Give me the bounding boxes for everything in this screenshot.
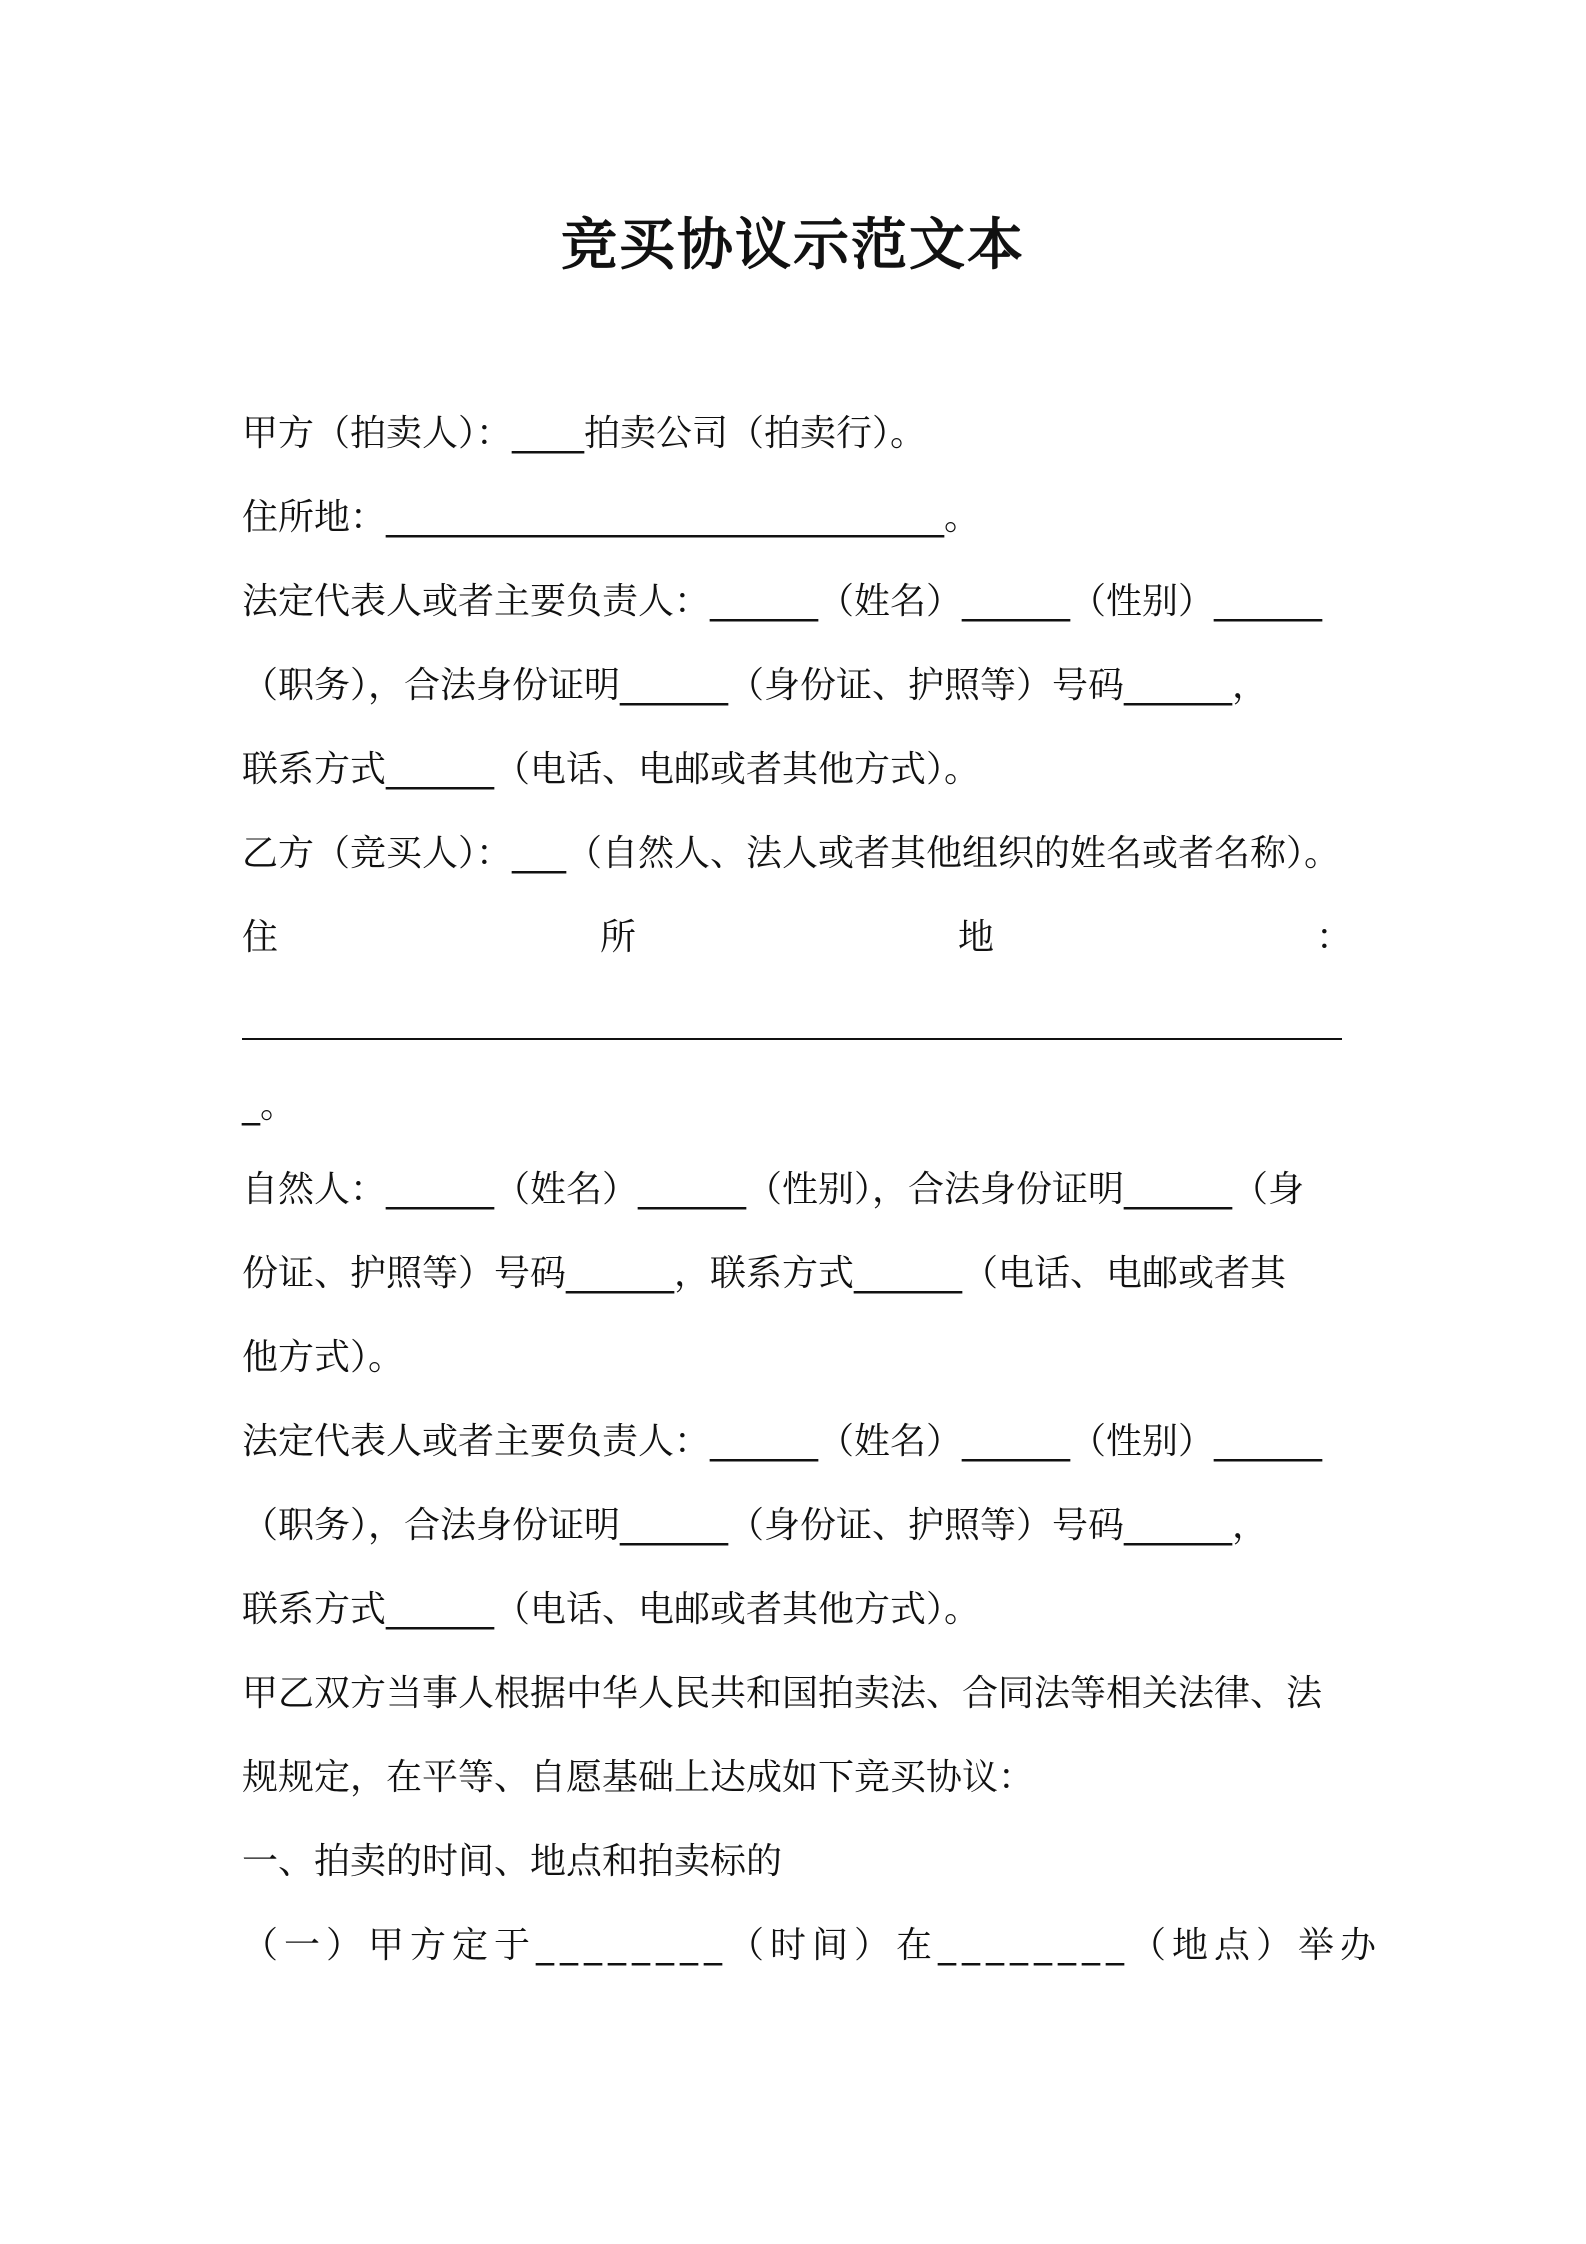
natural-person-line-3: 他方式）。 [242,1337,405,1378]
party-a-address-line: 住所地：_______________________________。 [242,497,981,538]
address-char-3: 地 [957,917,994,958]
party-b-representative-line-2: （职务），合法身份证明______（身份证、护照等）号码______， [242,1505,1269,1546]
address-blank-line [242,1038,1342,1040]
address-colon: ： [1315,917,1352,958]
party-b-line: 乙方（竞买人）：___（自然人、法人或者其他组织的姓名或者名称）。 [242,833,1341,874]
address-char-1: 住 [242,917,279,958]
natural-person-line: 自然人：______（姓名）______（性别），合法身份证明______（身 [242,1169,1305,1210]
address-blank-end: _。 [242,1085,297,1126]
agreement-preamble-line: 甲乙双方当事人根据中华人民共和国拍卖法、合同法等相关法律、法 [242,1673,1323,1714]
party-b-contact-line: 联系方式______（电话、电邮或者其他方式）。 [242,1589,981,1630]
party-a-representative-line-2: （职务），合法身份证明______（身份证、护照等）号码______， [242,665,1269,706]
party-a-representative-line: 法定代表人或者主要负责人：______（姓名）______（性别）______ [242,581,1323,622]
address-char-2: 所 [599,917,636,958]
party-a-contact-line: 联系方式______（电话、电邮或者其他方式）。 [242,749,981,790]
document-title: 竞买协议示范文本 [561,213,1025,278]
agreement-preamble-line-2: 规规定，在平等、自愿基础上达成如下竞买协议： [242,1757,1035,1798]
party-a-line: 甲方（拍卖人）：____拍卖公司（拍卖行）。 [242,413,927,454]
section-1-heading: 一、拍卖的时间、地点和拍卖标的 [242,1841,783,1882]
natural-person-line-2: 份证、护照等）号码______，联系方式______（电话、电邮或者其 [242,1253,1287,1294]
party-b-representative-line: 法定代表人或者主要负责人：______（姓名）______（性别）______ [242,1421,1323,1462]
section-1-item-1: （一）甲方定于________（时间）在________（地点）举办 [242,1925,1383,1966]
party-b-address-row [242,914,1352,962]
